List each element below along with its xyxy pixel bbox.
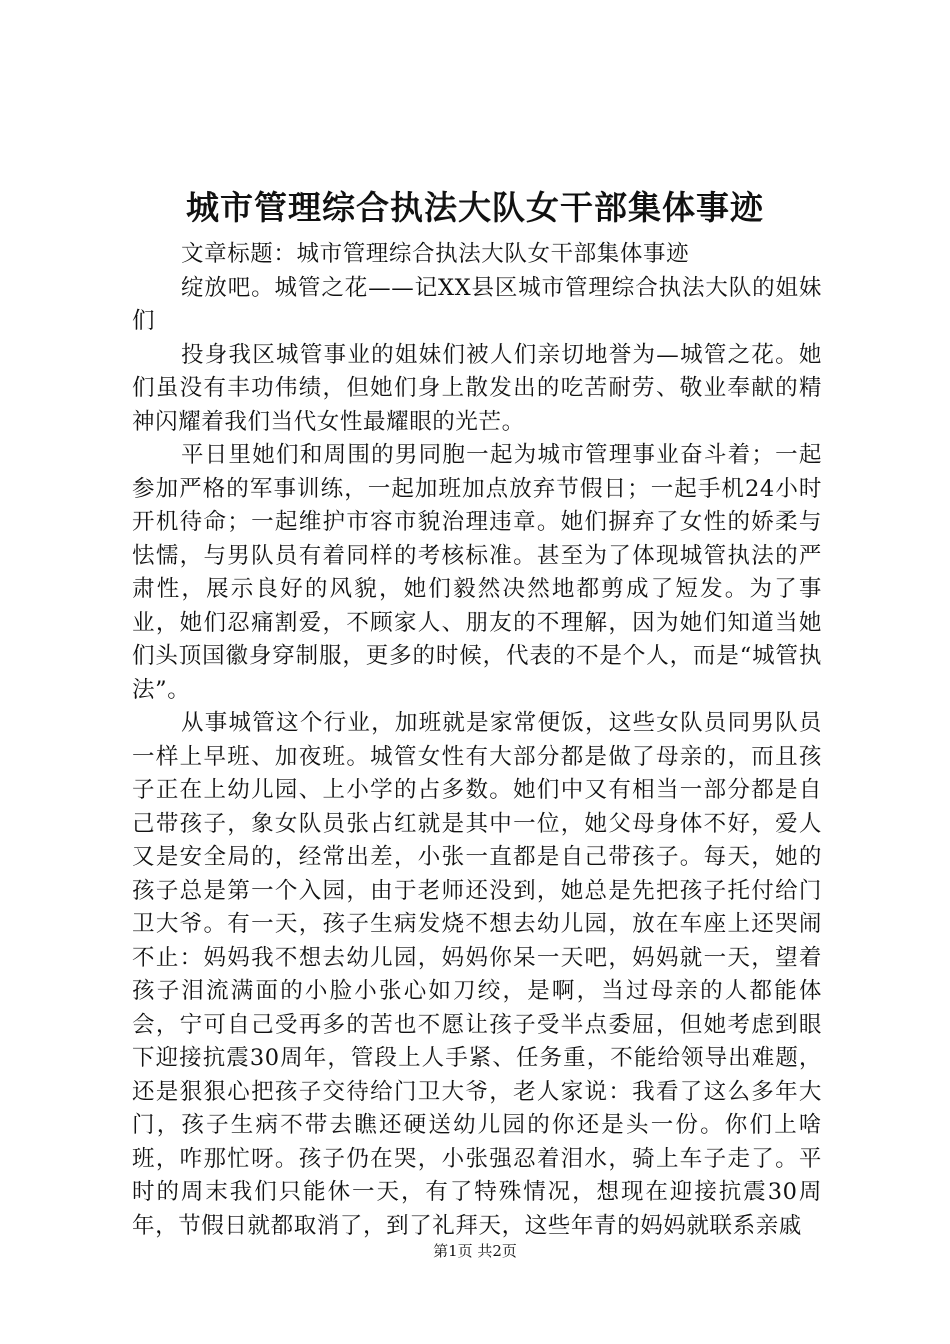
page-number-footer: 第1页 共2页 — [433, 1242, 517, 1260]
document-body — [132, 238, 822, 1243]
article-subtitle: 绽放吧。城管之花——记XX县区城市管理综合执法大队的姐妹们 — [132, 274, 822, 334]
paragraph: 平日里她们和周围的男同胞一起为城市管理事业奋斗着；一起参加严格的军事训练，一起加班加点放弃节假日；一起手机24小时开机待命；一起维护市容市貌治理违章。她们摒弃了女性的娇柔与怯懦，与男队员有着同样的考核标准。甚至为了体现城管执法的严肃性，展示良好的风貌，她们毅然决然地都剪成了短发。为了事业，她们忍痛割爱，不顾家人、朋友的不理解，因为她们知道当她们头顶国徽身穿制服，更多的时候，代表的不是个人，而是“城管执法”。 — [132, 442, 822, 703]
document-title: 城市管理综合执法大队女干部集体事迹 — [186, 188, 764, 227]
paragraph: 投身我区城管事业的姐妹们被人们亲切地誉为—城管之花。她们虽没有丰功伟绩，但她们身上散发出的吃苦耐劳、敬业奉献的精神闪耀着我们当代女性最耀眼的光芒。 — [132, 341, 822, 435]
article-heading-line: 文章标题：城市管理综合执法大队女干部集体事迹 — [181, 241, 690, 267]
paragraph: 从事城管这个行业，加班就是家常便饭，这些女队员同男队员一样上早班、加夜班。城管女性有大部分都是做了母亲的，而且孩子正在上幼儿园、上小学的占多数。她们中又有相当一部分都是自己带孩子，象女队员张占红就是其中一位，她父母身体不好，爱人又是安全局的，经常出差，小张一直都是自己带孩子。每天，她的孩子总是第一个入园，由于老师还没到，她总是先把孩子托付给门卫大爷。有一天，孩子生病发烧不想去幼儿园，放在车座上还哭闹不止：妈妈我不想去幼儿园，妈妈你呆一天吧，妈妈就一天，望着孩子泪流满面的小脸小张心如刀绞，是啊，当过母亲的人都能体会，宁可自己受再多的苦也不愿让孩子受半点委屈，但她考虑到眼下迎接抗震30周年，管段上人手紧、任务重，不能给领导出难题，还是狠狠心把孩子交待给门卫大爷，老人家说：我看了这么多年大门，孩子生病不带去瞧还硬送幼儿园的你还是头一份。你们上啥班，咋那忙呀。孩子仍在哭，小张强忍着泪水，骑上车子走了。平时的周末我们只能休一天，有了特殊情况，想现在迎接抗震30周年，节假日就都取消了，到了礼拜天，这些年青的妈妈就联系亲戚 — [132, 710, 822, 1239]
